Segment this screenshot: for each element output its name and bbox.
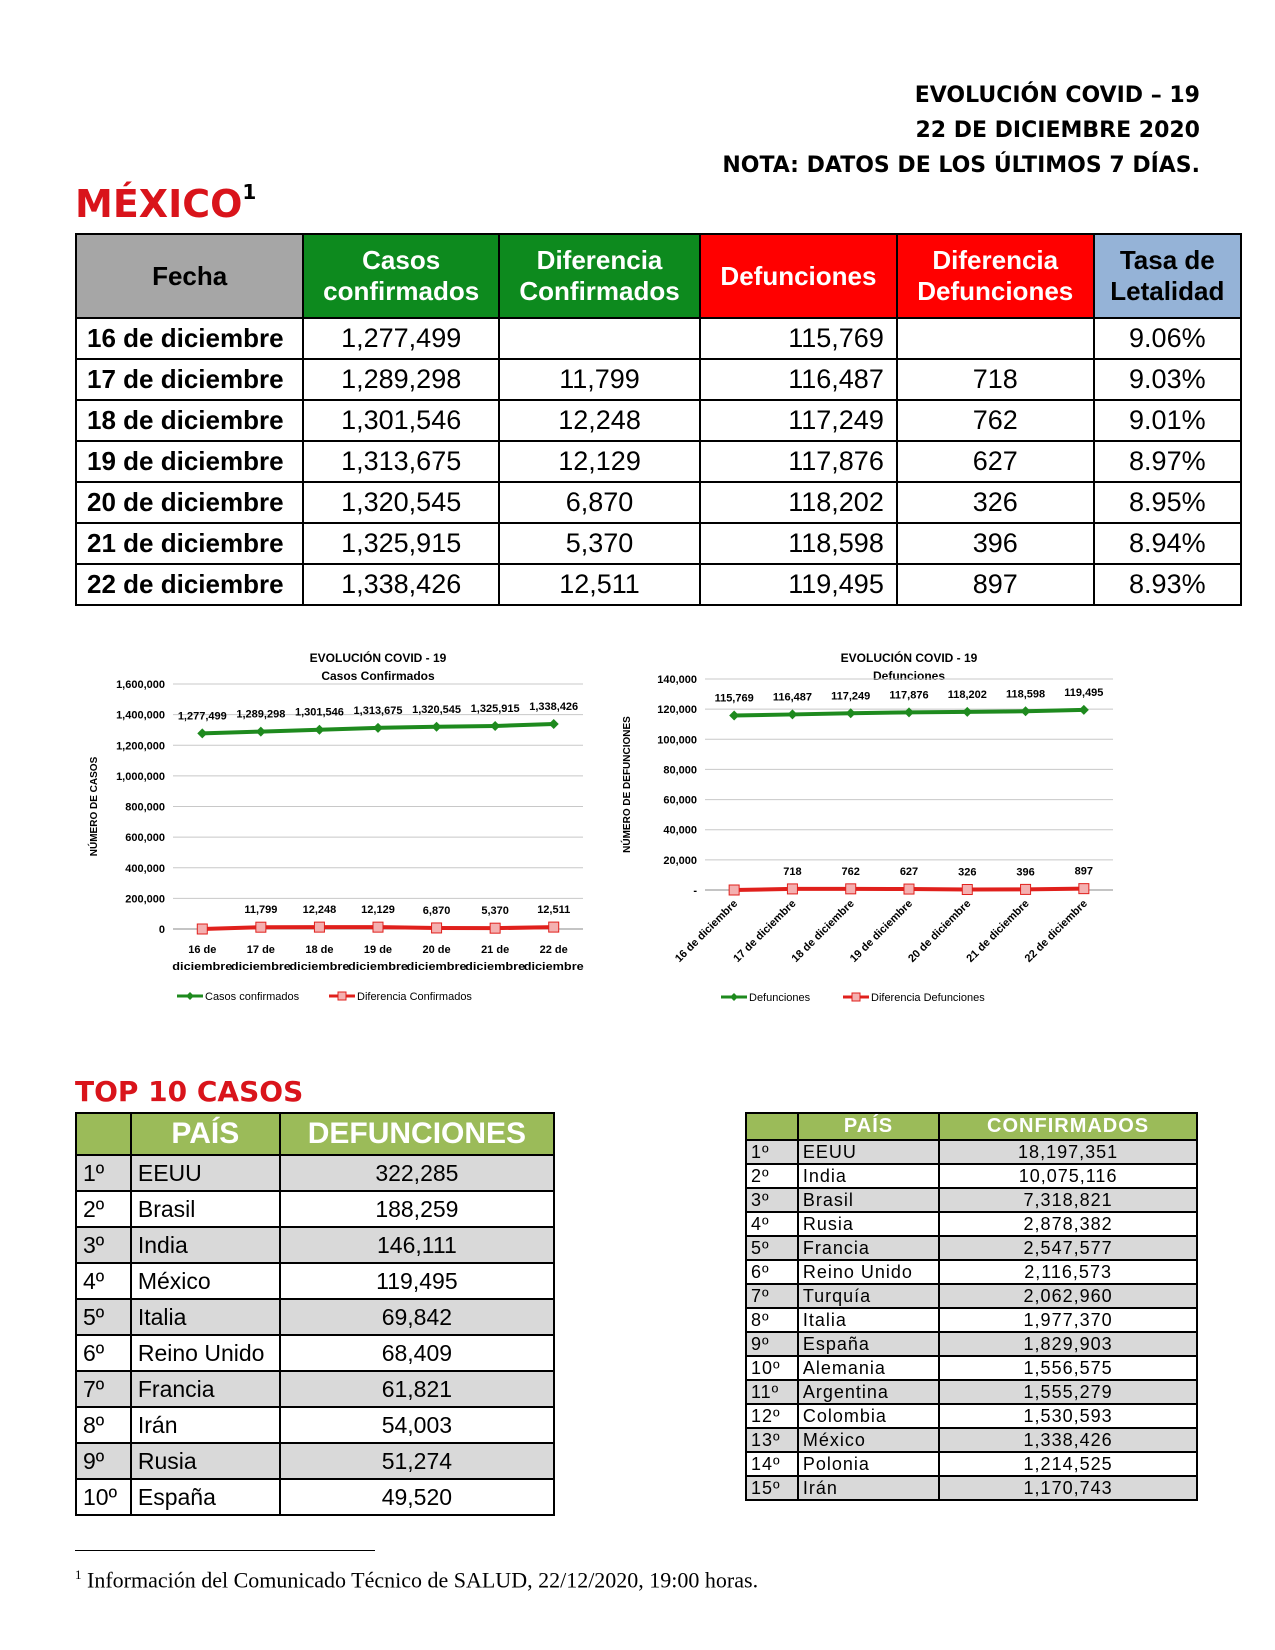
mexico-table-header <box>76 234 1241 318</box>
y-tick-label: 400,000 <box>125 862 165 875</box>
data-point <box>490 923 500 933</box>
top10-row <box>76 1335 554 1371</box>
data-point <box>432 722 442 732</box>
y-tick-label: 0 <box>158 924 165 936</box>
top15-row <box>746 1332 1197 1356</box>
header-tasa-letalidad: Tasa de Letalidad <box>1094 234 1241 318</box>
data-point <box>549 719 559 729</box>
x-tick-label: 16 de diciembre <box>672 897 741 965</box>
report-title: EVOLUCIÓN COVID – 19 <box>914 83 1200 108</box>
cell-fecha: 17 de diciembre <box>76 359 303 400</box>
cell-defunciones: 115,769 <box>700 318 897 359</box>
report-note: NOTA: DATOS DE LOS ÚLTIMOS 7 DÍAS. <box>722 153 1200 178</box>
data-point <box>787 884 797 894</box>
top10-rank: 4º <box>76 1263 131 1299</box>
data-label: 1,277,499 <box>177 710 227 723</box>
data-point <box>1021 706 1031 716</box>
top15-row <box>746 1212 1197 1236</box>
data-label: 118,202 <box>947 688 987 701</box>
chart-defunciones-svg <box>622 650 1208 1060</box>
y-tick-label: 100,000 <box>657 734 697 747</box>
data-label: 11,799 <box>244 904 278 917</box>
cell-dif-defunciones: 396 <box>897 523 1094 564</box>
top10-pais: México <box>131 1263 280 1299</box>
top15-pais: México <box>798 1428 939 1452</box>
top15-valor: 2,062,960 <box>939 1284 1197 1308</box>
mexico-table-row <box>76 523 1241 564</box>
cell-fecha: 18 de diciembre <box>76 400 303 441</box>
top15-pais: EEUU <box>798 1140 939 1164</box>
legend-marker <box>186 992 194 1000</box>
chart-defunciones <box>622 650 1208 1065</box>
legend-label: Defunciones <box>749 992 811 1004</box>
top15-row <box>746 1236 1197 1260</box>
mexico-table-row <box>76 318 1241 359</box>
top10-pais: Reino Unido <box>131 1335 280 1371</box>
mexico-table-row <box>76 482 1241 523</box>
x-tick-label: 18 de diciembre <box>789 897 857 965</box>
top10-valor: 188,259 <box>280 1191 554 1227</box>
top15-pais: Italia <box>798 1308 939 1332</box>
top10-row <box>76 1263 554 1299</box>
top10-row <box>76 1155 554 1191</box>
top15-rank: 13º <box>746 1428 798 1452</box>
top15-rank: 5º <box>746 1236 798 1260</box>
legend-marker <box>338 992 346 1000</box>
cell-dif-defunciones: 897 <box>897 564 1094 605</box>
data-label: 1,313,675 <box>353 704 403 717</box>
top10-pais: Rusia <box>131 1443 280 1479</box>
top15-valor: 1,170,743 <box>939 1476 1197 1500</box>
cell-dif-confirmados: 6,870 <box>499 482 700 523</box>
data-label: 119,495 <box>1064 686 1104 699</box>
x-tick-label: 21 de diciembre <box>465 944 526 973</box>
top10-valor: 119,495 <box>280 1263 554 1299</box>
data-label: 627 <box>899 866 919 879</box>
top15-rank: 4º <box>746 1212 798 1236</box>
cell-tasa: 9.06% <box>1094 318 1241 359</box>
data-label: 897 <box>1074 865 1094 878</box>
top10-table <box>75 1112 555 1516</box>
top10-header-rank <box>76 1113 131 1155</box>
data-label: 117,249 <box>831 690 871 703</box>
top10-rank: 8º <box>76 1407 131 1443</box>
data-point <box>256 922 266 932</box>
data-point <box>373 922 383 932</box>
y-axis-label: NÚMERO DE DEFUNCIONES <box>622 716 633 853</box>
data-point <box>787 709 797 719</box>
data-point <box>1021 884 1031 894</box>
top15-rank: 15º <box>746 1476 798 1500</box>
cell-dif-defunciones: 627 <box>897 441 1094 482</box>
legend-marker <box>852 993 860 1001</box>
top10-row <box>76 1407 554 1443</box>
x-tick-label: 20 de diciembre <box>906 897 974 965</box>
mexico-table-row <box>76 400 1241 441</box>
cell-dif-defunciones: 762 <box>897 400 1094 441</box>
cell-defunciones: 118,202 <box>700 482 897 523</box>
data-label: 396 <box>1016 866 1035 879</box>
top15-pais: Alemania <box>798 1356 939 1380</box>
y-tick-label: 800,000 <box>125 801 165 814</box>
x-tick-label: 17 de diciembre <box>230 944 291 973</box>
cell-fecha: 20 de diciembre <box>76 482 303 523</box>
x-tick-label: 22 de diciembre <box>1022 897 1090 965</box>
top10-rank: 2º <box>76 1191 131 1227</box>
data-point <box>256 727 266 737</box>
top15-row <box>746 1308 1197 1332</box>
top10-rank: 5º <box>76 1299 131 1335</box>
top15-pais: Turquía <box>798 1284 939 1308</box>
data-point <box>197 728 207 738</box>
footnote-mark: 1 <box>242 180 257 204</box>
top15-pais: Irán <box>798 1476 939 1500</box>
top15-header-valor: CONFIRMADOS <box>939 1113 1197 1140</box>
data-point <box>962 885 972 895</box>
cell-tasa: 8.93% <box>1094 564 1241 605</box>
cell-tasa: 8.97% <box>1094 441 1241 482</box>
cell-defunciones: 119,495 <box>700 564 897 605</box>
top15-valor: 1,555,279 <box>939 1380 1197 1404</box>
top15-rank: 6º <box>746 1260 798 1284</box>
data-label: 718 <box>783 865 802 878</box>
top10-pais: Irán <box>131 1407 280 1443</box>
top15-rank: 10º <box>746 1356 798 1380</box>
y-tick-label: - <box>693 885 697 897</box>
data-label: 326 <box>958 866 977 879</box>
legend-label: Casos confirmados <box>205 991 300 1003</box>
data-label: 1,320,545 <box>412 703 462 716</box>
cell-dif-confirmados: 5,370 <box>499 523 700 564</box>
top10-rank: 10º <box>76 1479 131 1515</box>
top15-pais: Argentina <box>798 1380 939 1404</box>
cell-dif-confirmados: 12,248 <box>499 400 700 441</box>
top15-row <box>746 1452 1197 1476</box>
cell-dif-defunciones <box>897 318 1094 359</box>
x-tick-label: 18 de diciembre <box>289 944 350 973</box>
top15-valor: 1,556,575 <box>939 1356 1197 1380</box>
data-point <box>962 707 972 717</box>
cell-defunciones: 118,598 <box>700 523 897 564</box>
header-casos: Casos confirmados <box>303 234 499 318</box>
data-label: 12,511 <box>537 904 571 917</box>
top15-valor: 1,214,525 <box>939 1452 1197 1476</box>
top15-pais: Colombia <box>798 1404 939 1428</box>
cell-dif-defunciones: 326 <box>897 482 1094 523</box>
x-tick-label: 21 de diciembre <box>964 897 1032 965</box>
top15-pais: Polonia <box>798 1452 939 1476</box>
header-fecha: Fecha <box>76 234 303 318</box>
top10-valor: 61,821 <box>280 1371 554 1407</box>
top10-title: TOP 10 CASOS <box>75 1075 304 1108</box>
data-label: 1,289,298 <box>236 708 286 721</box>
data-point <box>197 924 207 934</box>
chart-casos-svg <box>75 650 635 1060</box>
data-point <box>549 922 559 932</box>
data-label: 5,370 <box>481 905 509 918</box>
cell-casos: 1,325,915 <box>303 523 499 564</box>
top15-rank: 7º <box>746 1284 798 1308</box>
top10-row <box>76 1227 554 1263</box>
top10-valor: 51,274 <box>280 1443 554 1479</box>
chart-subtitle: Defunciones <box>872 669 946 683</box>
top15-rank: 2º <box>746 1164 798 1188</box>
cell-tasa: 9.01% <box>1094 400 1241 441</box>
legend-marker <box>730 993 738 1001</box>
top15-pais: India <box>798 1164 939 1188</box>
top10-pais: Francia <box>131 1371 280 1407</box>
top15-rank: 8º <box>746 1308 798 1332</box>
top15-row <box>746 1140 1197 1164</box>
data-point <box>729 711 739 721</box>
header-defunciones: Defunciones <box>700 234 897 318</box>
top15-pais: Francia <box>798 1236 939 1260</box>
top10-valor: 146,111 <box>280 1227 554 1263</box>
mexico-table <box>75 233 1242 606</box>
top15-row <box>746 1188 1197 1212</box>
top15-rank: 9º <box>746 1332 798 1356</box>
top10-rank: 9º <box>76 1443 131 1479</box>
top10-pais: India <box>131 1227 280 1263</box>
data-point <box>729 885 739 895</box>
cell-dif-confirmados: 11,799 <box>499 359 700 400</box>
y-tick-label: 600,000 <box>125 832 165 845</box>
report-date: 22 DE DICIEMBRE 2020 <box>915 118 1200 143</box>
top15-rank: 12º <box>746 1404 798 1428</box>
cell-fecha: 19 de diciembre <box>76 441 303 482</box>
x-tick-label: 19 de diciembre <box>847 897 916 965</box>
top15-row <box>746 1404 1197 1428</box>
top10-pais: Italia <box>131 1299 280 1335</box>
cell-tasa: 8.95% <box>1094 482 1241 523</box>
data-point <box>1079 705 1089 715</box>
top10-pais: EEUU <box>131 1155 280 1191</box>
data-point <box>373 723 383 733</box>
chart-subtitle: Casos Confirmados <box>321 669 435 683</box>
top15-pais: Brasil <box>798 1188 939 1212</box>
cell-casos: 1,320,545 <box>303 482 499 523</box>
top10-header-pais: PAÍS <box>131 1113 280 1155</box>
data-label: 12,248 <box>302 904 337 917</box>
cell-fecha: 21 de diciembre <box>76 523 303 564</box>
cell-fecha: 22 de diciembre <box>76 564 303 605</box>
top15-header-rank <box>746 1113 798 1140</box>
cell-defunciones: 117,249 <box>700 400 897 441</box>
data-point <box>490 721 500 731</box>
data-point <box>846 708 856 718</box>
cell-tasa: 9.03% <box>1094 359 1241 400</box>
top15-row <box>746 1476 1197 1500</box>
top15-valor: 2,547,577 <box>939 1236 1197 1260</box>
cell-dif-confirmados <box>499 318 700 359</box>
data-label: 762 <box>841 865 860 878</box>
top10-row <box>76 1479 554 1515</box>
x-tick-label: 19 de diciembre <box>348 944 408 973</box>
top10-valor: 69,842 <box>280 1299 554 1335</box>
footnote-rule <box>75 1550 375 1551</box>
top10-rank: 3º <box>76 1227 131 1263</box>
legend-label: Diferencia Confirmados <box>357 991 472 1003</box>
top15-row <box>746 1428 1197 1452</box>
cell-casos: 1,313,675 <box>303 441 499 482</box>
data-point <box>314 922 324 932</box>
data-label: 115,769 <box>714 692 754 705</box>
mexico-table-row <box>76 564 1241 605</box>
top15-valor: 10,075,116 <box>939 1164 1197 1188</box>
top10-valor: 49,520 <box>280 1479 554 1515</box>
top15-pais: España <box>798 1332 939 1356</box>
data-label: 1,325,915 <box>470 702 520 715</box>
y-tick-label: 1,600,000 <box>116 679 165 691</box>
y-tick-label: 40,000 <box>663 824 697 837</box>
top15-table <box>745 1112 1198 1501</box>
top10-row <box>76 1191 554 1227</box>
data-label: 1,338,426 <box>529 701 579 714</box>
top15-valor: 2,116,573 <box>939 1260 1197 1284</box>
cell-casos: 1,289,298 <box>303 359 499 400</box>
country-title <box>75 182 256 226</box>
top10-row <box>76 1443 554 1479</box>
legend-label: Diferencia Defunciones <box>871 992 985 1004</box>
report-header <box>722 78 1200 183</box>
y-tick-label: 80,000 <box>663 764 697 777</box>
x-tick-label: 17 de diciembre <box>731 897 799 965</box>
cell-defunciones: 116,487 <box>700 359 897 400</box>
chart-title: EVOLUCIÓN COVID - 19 <box>840 651 978 665</box>
top10-valor: 54,003 <box>280 1407 554 1443</box>
data-label: 12,129 <box>361 904 395 917</box>
mexico-table-row <box>76 441 1241 482</box>
y-tick-label: 1,000,000 <box>116 770 165 783</box>
top15-valor: 2,878,382 <box>939 1212 1197 1236</box>
top10-pais: España <box>131 1479 280 1515</box>
cell-dif-confirmados: 12,511 <box>499 564 700 605</box>
country-name: MÉXICO <box>75 182 243 226</box>
cell-tasa: 8.94% <box>1094 523 1241 564</box>
top10-header-valor: DEFUNCIONES <box>280 1113 554 1155</box>
top10-row <box>76 1299 554 1335</box>
cell-dif-confirmados: 12,129 <box>499 441 700 482</box>
chart-title: EVOLUCIÓN COVID - 19 <box>309 651 447 665</box>
data-label: 1,301,546 <box>294 706 344 719</box>
y-axis-label: NÚMERO DE CASOS <box>89 756 100 857</box>
cell-casos: 1,338,426 <box>303 564 499 605</box>
top10-header <box>76 1113 554 1155</box>
y-tick-label: 200,000 <box>125 893 165 906</box>
x-tick-label: 20 de diciembre <box>406 944 467 973</box>
top10-rank: 1º <box>76 1155 131 1191</box>
top15-row <box>746 1284 1197 1308</box>
top10-row <box>76 1371 554 1407</box>
x-tick-label: 22 de diciembre <box>523 944 584 973</box>
cell-fecha: 16 de diciembre <box>76 318 303 359</box>
y-tick-label: 120,000 <box>657 704 697 717</box>
cell-dif-defunciones: 718 <box>897 359 1094 400</box>
top15-rank: 3º <box>746 1188 798 1212</box>
data-point <box>314 725 324 735</box>
top15-header <box>746 1113 1197 1140</box>
top10-pais: Brasil <box>131 1191 280 1227</box>
y-tick-label: 140,000 <box>657 674 697 686</box>
x-tick-label: 16 de diciembre <box>172 944 233 973</box>
data-point <box>846 884 856 894</box>
top15-valor: 18,197,351 <box>939 1140 1197 1164</box>
chart-casos-confirmados <box>75 650 635 1065</box>
top10-valor: 68,409 <box>280 1335 554 1371</box>
footnote <box>75 1567 758 1593</box>
mexico-table-row <box>76 359 1241 400</box>
data-label: 6,870 <box>422 904 451 917</box>
top15-row <box>746 1380 1197 1404</box>
y-tick-label: 60,000 <box>663 794 697 807</box>
top15-row <box>746 1164 1197 1188</box>
footnote-text: Información del Comunicado Técnico de SALUD, 22/12/2020, 19:00 horas. <box>81 1567 759 1593</box>
footnote-number: 1 <box>75 1567 82 1582</box>
cell-defunciones: 117,876 <box>700 441 897 482</box>
top15-row <box>746 1260 1197 1284</box>
top15-rank: 1º <box>746 1140 798 1164</box>
data-point <box>904 884 914 894</box>
data-label: 116,487 <box>772 691 813 704</box>
top15-valor: 1,530,593 <box>939 1404 1197 1428</box>
top10-valor: 322,285 <box>280 1155 554 1191</box>
top15-valor: 1,829,903 <box>939 1332 1197 1356</box>
top15-pais: Reino Unido <box>798 1260 939 1284</box>
data-label: 118,598 <box>1005 688 1046 701</box>
top15-pais: Rusia <box>798 1212 939 1236</box>
cell-casos: 1,301,546 <box>303 400 499 441</box>
y-tick-label: 1,400,000 <box>116 709 165 722</box>
header-diferencia-confirmados: Diferencia Confirmados <box>499 234 700 318</box>
top10-rank: 7º <box>76 1371 131 1407</box>
y-tick-label: 20,000 <box>663 854 697 867</box>
top15-rank: 14º <box>746 1452 798 1476</box>
data-point <box>1079 884 1089 894</box>
y-tick-label: 1,200,000 <box>116 740 165 753</box>
data-point <box>432 923 442 933</box>
top15-header-pais: PAÍS <box>798 1113 939 1140</box>
top15-valor: 1,977,370 <box>939 1308 1197 1332</box>
header-diferencia-defunciones: Diferencia Defunciones <box>897 234 1094 318</box>
cell-casos: 1,277,499 <box>303 318 499 359</box>
top10-rank: 6º <box>76 1335 131 1371</box>
top15-rank: 11º <box>746 1380 798 1404</box>
data-label: 117,876 <box>889 689 929 702</box>
top15-valor: 7,318,821 <box>939 1188 1197 1212</box>
top15-valor: 1,338,426 <box>939 1428 1197 1452</box>
top15-row <box>746 1356 1197 1380</box>
